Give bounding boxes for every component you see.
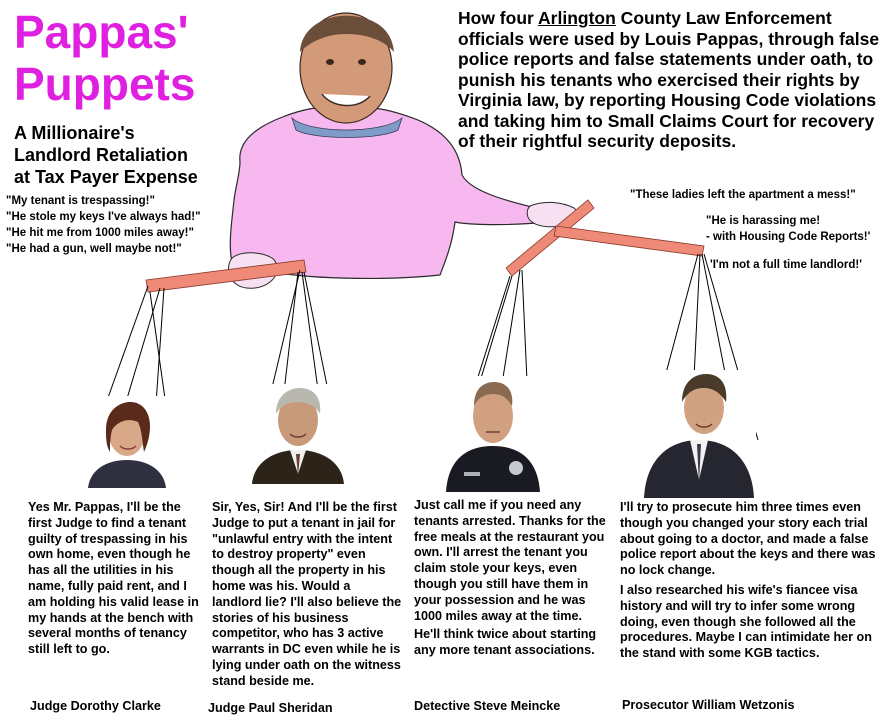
name-paul-sheridan: Judge Paul Sheridan xyxy=(208,701,333,715)
subtitle-line-3: at Tax Payer Expense xyxy=(14,167,198,187)
subtitle-line-2: Landlord Retaliation xyxy=(14,145,189,165)
statement-william-wetzonis: I'll try to prosecute him three times even though you changed your story each trial about going to a doctor, and made a false police report about the keys and there was no lock change. xyxy=(620,500,876,578)
portrait-dorothy-clarke xyxy=(84,396,170,488)
title-line-2: Puppets xyxy=(14,58,196,110)
statement-paul-sheridan: Sir, Yes, Sir! And I'll be the first Judge to put a tenant in jail for "unlawful entry with the intent to destroy property" even though all the property in his home was his. Would a landlord lie? I'll also believe the stories of his business competitor, who has 3 active warrants in DC even while he is lying under oath on the witness stand beside me. xyxy=(212,500,402,688)
left-quote-1: "My tenant is trespassing!" xyxy=(6,195,155,207)
headline-suffix: County Law Enforcement officials were used by Louis Pappas, through false police reports and false statements under oath, to punish his tenants who exercised their rights by Virginia law, by reporting Housing Code violations and taking him to Small Claims Court for recovery of their rightful security deposits. xyxy=(458,8,880,151)
headline-underlined: Arlington xyxy=(538,8,616,28)
left-quote-3: "He hit me from 1000 miles away!" xyxy=(6,227,194,239)
name-dorothy-clarke: Judge Dorothy Clarke xyxy=(30,699,161,713)
right-quote-2b: - with Housing Code Reports!' xyxy=(706,231,871,243)
right-quote-1: "These ladies left the apartment a mess!" xyxy=(630,189,856,201)
left-quotes xyxy=(6,193,201,257)
name-william-wetzonis: Prosecutor William Wetzonis xyxy=(622,698,795,712)
statement-william-wetzonis-2: I also researched his wife's fiancee visa history and will try to infer some wrong doing, even though she followed all the procedures. Maybe I can intimidate her on the stand with some KGB tactics. xyxy=(620,582,872,661)
name-steve-meincke: Detective Steve Meincke xyxy=(414,699,561,713)
statement-steve-meincke: Just call me if you need any tenants arrested. Thanks for the free meals at the restaurant you own. I'll arrest the tenant you claim stole your keys, even though you still have them in your possession and he was 1000 miles away at the time. xyxy=(414,498,606,623)
statement-william-wetzonis-block xyxy=(620,500,882,662)
portrait-paul-sheridan xyxy=(250,384,346,484)
statement-steve-meincke-2: He'll think twice about starting any more tenant associations. xyxy=(414,627,597,658)
subtitle-line-1: A Millionaire's xyxy=(14,123,135,143)
statement-steve-meincke-block xyxy=(414,498,608,659)
portrait-william-wetzonis xyxy=(642,370,756,498)
right-control-stick xyxy=(554,226,704,256)
statement-dorothy-clarke: Yes Mr. Pappas, I'll be the first Judge to find a tenant guilty of trespassing in his own home, even though he has all the utilities in his name, fully paid rent, and I am holding his valid lease in my hands at the bench with several months of tenancy still left to go. xyxy=(28,500,199,657)
right-quote-2a: "He is harassing me! xyxy=(706,215,821,227)
headline-prefix: How four xyxy=(458,8,539,28)
title-line-1: Pappas' xyxy=(14,6,189,58)
portrait-steve-meincke xyxy=(444,376,542,492)
right-quote-3: 'I'm not a full time landlord!' xyxy=(710,259,862,271)
left-quote-4: "He had a gun, well maybe not!" xyxy=(6,243,182,255)
left-control-stick xyxy=(146,260,306,292)
left-quote-2: "He stole my keys I've always had!" xyxy=(6,211,201,223)
